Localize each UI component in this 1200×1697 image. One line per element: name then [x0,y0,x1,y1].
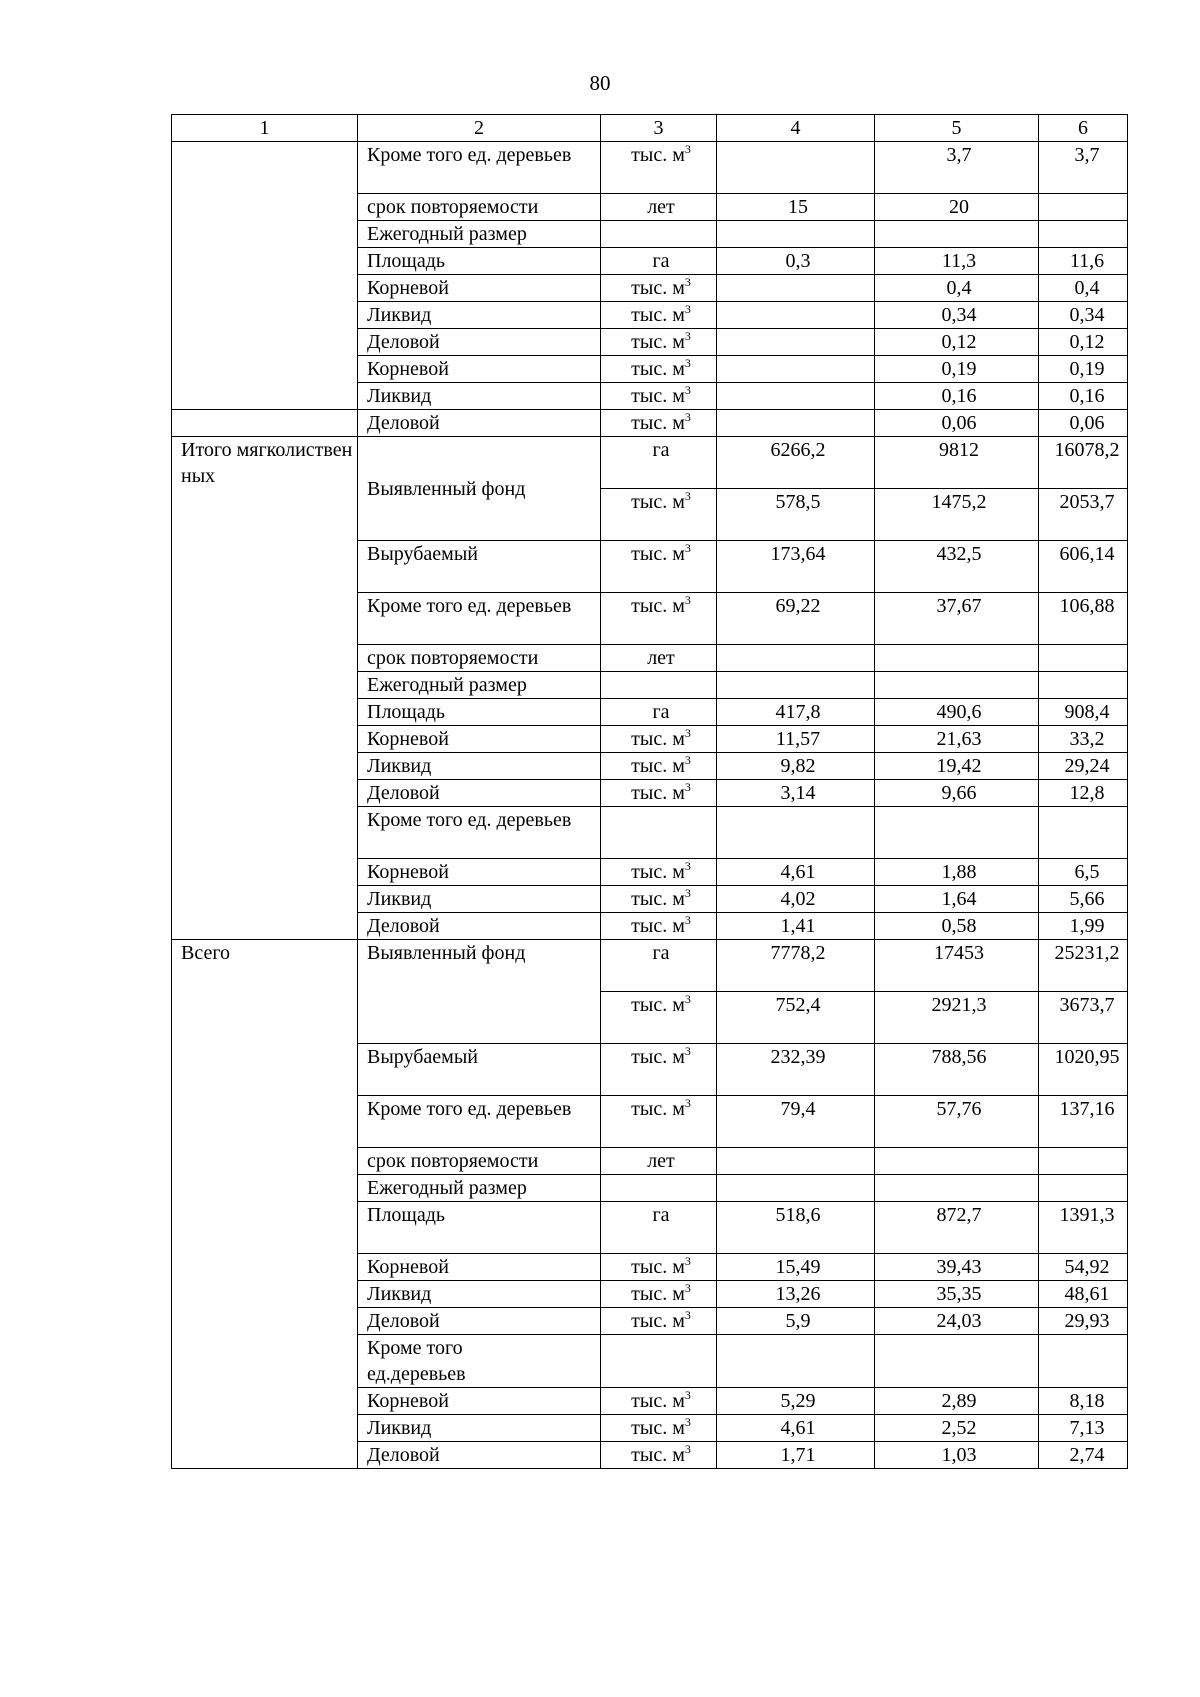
value-cell: 0,12 [1039,329,1128,356]
value-cell [717,645,875,672]
row-name: Ежегодный размер [358,672,601,699]
value-cell: 232,39 [717,1044,875,1096]
value-cell: 4,02 [717,886,875,913]
value-cell [717,807,875,859]
group-label-grand-total: Всего [172,940,358,1469]
row-name: Деловой [358,913,601,940]
row-name: Вырубаемый [358,1044,601,1096]
table-row [172,437,1128,489]
row-name: Ежегодный размер [358,221,601,248]
value-cell: 1475,2 [875,489,1039,541]
value-cell: 57,76 [875,1096,1039,1148]
unit-cell [601,221,717,248]
row-name: Кроме того ед.деревьев [358,1335,601,1388]
value-cell: 48,61 [1039,1281,1128,1308]
row-name: Деловой [358,1308,601,1335]
unit-cell: га [601,248,717,275]
value-cell: 0,58 [875,913,1039,940]
row-name: Корневой [358,356,601,383]
row-name: Корневой [358,859,601,886]
value-cell: 39,43 [875,1254,1039,1281]
value-cell: 0,06 [1039,410,1128,437]
value-cell: 2053,7 [1039,489,1128,541]
unit-cell: тыс. $м^3$ [601,1442,717,1469]
unit-cell: тыс. $м^3$ [601,489,717,541]
value-cell: 788,56 [875,1044,1039,1096]
value-cell: 8,18 [1039,1388,1128,1415]
value-cell: 21,63 [875,726,1039,753]
row-name: срок повторяемости [358,194,601,221]
row-name: Кроме того ед. деревьев [358,1096,601,1148]
value-cell [875,1335,1039,1388]
value-cell: 5,9 [717,1308,875,1335]
value-cell: 1391,3 [1039,1202,1128,1254]
value-cell: 1,41 [717,913,875,940]
value-cell: 3,7 [1039,142,1128,194]
value-cell: 13,26 [717,1281,875,1308]
value-cell: 9,82 [717,753,875,780]
value-cell: 0,3 [717,248,875,275]
value-cell: 1,71 [717,1442,875,1469]
value-cell: 0,34 [875,302,1039,329]
value-cell: 0,16 [1039,383,1128,410]
value-cell: 9812 [875,437,1039,489]
page-number: 80 [589,71,611,95]
value-cell: 0,19 [1039,356,1128,383]
value-cell: 1,03 [875,1442,1039,1469]
value-cell: 0,4 [875,275,1039,302]
value-cell [1039,807,1128,859]
value-cell: 54,92 [1039,1254,1128,1281]
value-cell: 4,61 [717,859,875,886]
value-cell: 5,66 [1039,886,1128,913]
value-cell [717,410,875,437]
row-name: Площадь [358,699,601,726]
unit-cell: тыс. $м^3$ [601,1308,717,1335]
unit-cell: тыс. $м^3$ [601,1281,717,1308]
value-cell: 11,6 [1039,248,1128,275]
row-name: Деловой [358,1442,601,1469]
row-name: Ликвид [358,383,601,410]
value-cell [1039,672,1128,699]
row-name: Деловой [358,410,601,437]
row-name: Ликвид [358,753,601,780]
value-cell: 2,52 [875,1415,1039,1442]
value-cell: 5,29 [717,1388,875,1415]
value-cell: 872,7 [875,1202,1039,1254]
value-cell [875,221,1039,248]
header-cell: 4 [717,115,875,142]
value-cell: 7778,2 [717,940,875,992]
value-cell: 137,16 [1039,1096,1128,1148]
value-cell: 2,74 [1039,1442,1128,1469]
row-name: Вырубаемый [358,541,601,593]
value-cell: 29,93 [1039,1308,1128,1335]
value-cell: 16078,2 [1039,437,1128,489]
group-label-softwood-total: Итого мягколиственных [172,437,358,940]
value-cell: 3,7 [875,142,1039,194]
row-name: Ликвид [358,1415,601,1442]
value-cell: 15 [717,194,875,221]
row-name: Ликвид [358,886,601,913]
unit-cell: тыс. $м^3$ [601,992,717,1044]
value-cell [875,807,1039,859]
value-cell: 490,6 [875,699,1039,726]
row-name: Корневой [358,275,601,302]
value-cell: 578,5 [717,489,875,541]
unit-cell: тыс. $м^3$ [601,886,717,913]
unit-cell: тыс. $м^3$ [601,1415,717,1442]
unit-cell: тыс. $м^3$ [601,726,717,753]
unit-cell: га [601,1202,717,1254]
value-cell: 7,13 [1039,1415,1128,1442]
unit-cell: тыс. $м^3$ [601,329,717,356]
value-cell: 35,35 [875,1281,1039,1308]
value-cell: 24,03 [875,1308,1039,1335]
value-cell [1039,194,1128,221]
value-cell [717,221,875,248]
group-label-cell [172,142,358,410]
value-cell [1039,1335,1128,1388]
row-name: Корневой [358,726,601,753]
unit-cell: тыс. $м^3$ [601,383,717,410]
value-cell: 1020,95 [1039,1044,1128,1096]
unit-cell: лет [601,1148,717,1175]
unit-cell: тыс. $м^3$ [601,1096,717,1148]
table-row [172,410,1128,437]
unit-cell: тыс. $м^3$ [601,593,717,645]
value-cell: 1,88 [875,859,1039,886]
value-cell: 20 [875,194,1039,221]
value-cell: 69,22 [717,593,875,645]
unit-cell: тыс. $м^3$ [601,275,717,302]
unit-cell [601,807,717,859]
value-cell: 752,4 [717,992,875,1044]
value-cell [875,672,1039,699]
value-cell [875,645,1039,672]
value-cell [717,275,875,302]
row-name: Корневой [358,1254,601,1281]
header-cell: 2 [358,115,601,142]
row-name: Кроме того ед. деревьев [358,142,601,194]
value-cell: 4,61 [717,1415,875,1442]
value-cell: 0,12 [875,329,1039,356]
row-name: Выявленный фонд [358,940,601,1044]
row-name: срок повторяемости [358,1148,601,1175]
row-name: Деловой [358,329,601,356]
row-name: Деловой [358,780,601,807]
forest-fund-table [171,114,1128,1469]
value-cell: 908,4 [1039,699,1128,726]
row-name: Кроме того ед. деревьев [358,807,601,859]
row-name: Кроме того ед. деревьев [358,593,601,645]
unit-cell: тыс. $м^3$ [601,780,717,807]
unit-cell: тыс. $м^3$ [601,913,717,940]
value-cell: 29,24 [1039,753,1128,780]
unit-cell: тыс. $м^3$ [601,356,717,383]
unit-cell [601,1335,717,1388]
row-name: Выявленный фонд [358,437,601,541]
unit-cell [601,672,717,699]
unit-cell: га [601,437,717,489]
value-cell [717,329,875,356]
unit-cell: га [601,940,717,992]
value-cell: 432,5 [875,541,1039,593]
value-cell: 33,2 [1039,726,1128,753]
value-cell: 11,3 [875,248,1039,275]
value-cell: 12,8 [1039,780,1128,807]
unit-cell: тыс. $м^3$ [601,302,717,329]
value-cell [875,1175,1039,1202]
group-label-cell [172,410,358,437]
value-cell: 606,14 [1039,541,1128,593]
value-cell: 17453 [875,940,1039,992]
value-cell [1039,1148,1128,1175]
value-cell: 3673,7 [1039,992,1128,1044]
value-cell [875,1148,1039,1175]
value-cell [717,302,875,329]
table-header-row [172,115,1128,142]
value-cell: 173,64 [717,541,875,593]
unit-cell: га [601,699,717,726]
value-cell: 6266,2 [717,437,875,489]
unit-cell: тыс. $м^3$ [601,753,717,780]
unit-cell: лет [601,194,717,221]
header-cell: 6 [1039,115,1128,142]
value-cell: 3,14 [717,780,875,807]
unit-cell: лет [601,645,717,672]
row-name: Площадь [358,248,601,275]
row-name: Ликвид [358,1281,601,1308]
table-row [172,940,1128,992]
unit-cell: тыс. $м^3$ [601,541,717,593]
value-cell [1039,221,1128,248]
value-cell: 19,42 [875,753,1039,780]
table-row [172,142,1128,194]
unit-cell: тыс. $м^3$ [601,410,717,437]
value-cell: 79,4 [717,1096,875,1148]
value-cell: 2,89 [875,1388,1039,1415]
value-cell [717,1175,875,1202]
unit-cell: тыс. $м^3$ [601,859,717,886]
value-cell: 0,4 [1039,275,1128,302]
row-name: срок повторяемости [358,645,601,672]
value-cell [717,356,875,383]
header-cell: 5 [875,115,1039,142]
value-cell: 9,66 [875,780,1039,807]
row-name: Площадь [358,1202,601,1254]
value-cell: 37,67 [875,593,1039,645]
value-cell [1039,1175,1128,1202]
unit-cell: тыс. $м^3$ [601,1254,717,1281]
value-cell: 417,8 [717,699,875,726]
row-name: Ликвид [358,302,601,329]
value-cell: 0,16 [875,383,1039,410]
value-cell: 0,06 [875,410,1039,437]
value-cell: 25231,2 [1039,940,1128,992]
value-cell: 518,6 [717,1202,875,1254]
value-cell [717,142,875,194]
unit-cell [601,1175,717,1202]
row-name: Корневой [358,1388,601,1415]
unit-cell: тыс. $м^3$ [601,142,717,194]
unit-cell: тыс. $м^3$ [601,1044,717,1096]
header-cell: 1 [172,115,358,142]
row-name: Ежегодный размер [358,1175,601,1202]
value-cell: 15,49 [717,1254,875,1281]
unit-cell: тыс. $м^3$ [601,1388,717,1415]
value-cell [717,383,875,410]
value-cell: 2921,3 [875,992,1039,1044]
value-cell: 1,64 [875,886,1039,913]
value-cell [717,1148,875,1175]
header-cell: 3 [601,115,717,142]
value-cell: 0,34 [1039,302,1128,329]
value-cell: 1,99 [1039,913,1128,940]
value-cell: 0,19 [875,356,1039,383]
value-cell [717,1335,875,1388]
value-cell: 106,88 [1039,593,1128,645]
value-cell [1039,645,1128,672]
value-cell: 6,5 [1039,859,1128,886]
value-cell [717,672,875,699]
value-cell: 11,57 [717,726,875,753]
